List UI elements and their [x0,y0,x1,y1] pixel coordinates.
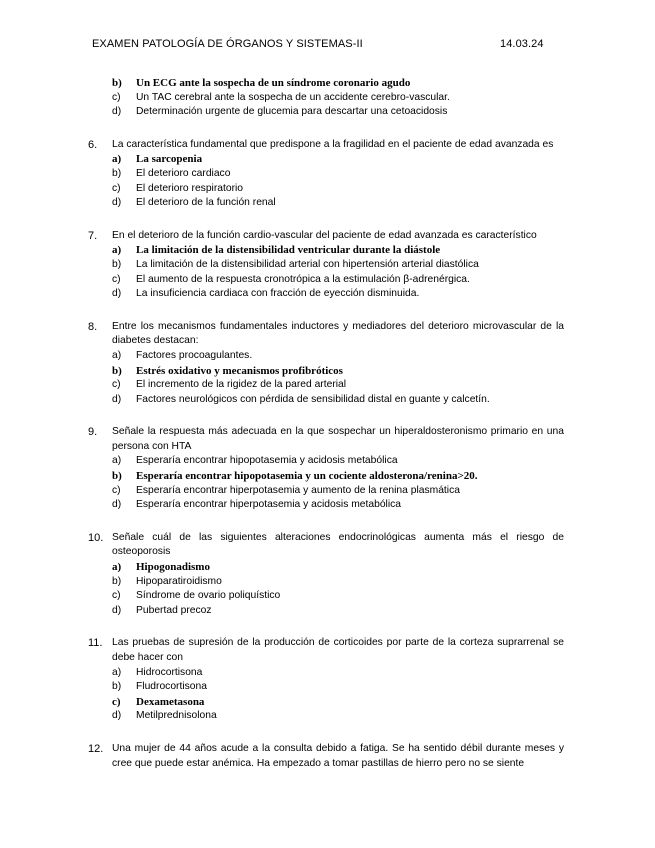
question-10 [88,531,564,619]
option-text: Hidrocortisona [136,666,203,678]
option-letter: b) [112,470,122,483]
option-row [112,560,564,575]
option-row [112,575,564,590]
option-text: Factores procoagulantes. [136,349,253,361]
option-row [112,152,564,167]
question-stem [88,425,564,454]
exam-date: 14.03.24 [500,38,544,50]
answer-options [88,243,564,301]
option-letter: a) [112,561,122,574]
option-row [112,378,564,393]
answer-options [88,560,564,618]
option-letter: d) [112,499,122,511]
option-letter: b) [112,681,122,693]
question-text: Señale la respuesta más adecuada en la que sospechar un hiperaldosteronismo primario en una persona con HTA [112,426,564,452]
question-number: 7. [88,229,98,242]
option-row [112,273,564,288]
answer-options [88,349,564,407]
option-row [112,182,564,197]
option-letter: a) [112,153,122,166]
option-row [112,105,564,120]
option-letter: c) [112,379,121,391]
question-number: 10. [88,531,104,544]
option-letter: c) [112,182,121,194]
question-stem [88,531,564,560]
option-letter: a) [112,666,122,678]
option-text: El incremento de la rigidez de la pared arterial [136,379,347,391]
option-row [112,258,564,273]
option-row [112,196,564,211]
question-stem [88,742,564,771]
option-letter: c) [112,590,121,602]
previous-question-options [88,76,564,120]
option-text: Pubertad precoz [136,604,212,616]
option-row [112,604,564,619]
option-row [112,498,564,513]
page-header [92,38,562,50]
option-text: El deterioro de la función renal [136,197,276,209]
answer-options [88,666,564,724]
option-text: El deterioro cardiaco [136,167,231,179]
option-letter: d) [112,197,122,209]
exam-title: EXAMEN PATOLOGÍA DE ÓRGANOS Y SISTEMAS-II [92,38,363,50]
question-text: Una mujer de 44 años acude a la consulta debido a fatiga. Se ha sentido débil durante meses y cree que puede estar anémica. Ha empezado a tomar pastillas de hierro pero no se siente [112,742,564,769]
option-letter: c) [112,91,121,103]
correct-option-text: La sarcopenia [136,153,203,166]
option-letter: d) [112,106,122,118]
option-text: Un TAC cerebral ante la sospecha de un accidente cerebro-vascular. [136,91,450,103]
option-text: Fludrocortisona [136,681,207,693]
option-row [112,589,564,604]
option-letter: b) [112,364,122,377]
option-letter: d) [112,393,122,405]
question-8 [88,320,564,408]
option-text: El deterioro respiratorio [136,182,244,194]
question-7 [88,229,564,302]
answer-options [88,454,564,512]
correct-option-text: Dexametasona [136,695,205,708]
question-9 [88,425,564,513]
option-letter: a) [112,244,122,257]
option-letter: b) [112,77,122,89]
option-row [112,91,564,106]
option-text: Un ECG ante la sospecha de un síndrome coronario agudo [136,77,411,89]
exam-content [88,76,564,771]
option-text: La limitación de la distensibilidad arterial con hipertensión arterial diastólica [136,258,479,270]
question-6 [88,138,564,211]
option-row [112,243,564,258]
option-row [112,364,564,379]
option-letter: b) [112,258,122,270]
question-number: 6. [88,138,98,151]
option-letter: a) [112,349,122,361]
correct-option-text: Estrés oxidativo y mecanismos profibróticos [136,364,343,377]
question-number: 11. [88,637,103,650]
option-row [112,469,564,484]
correct-option-text: La limitación de la distensibilidad ventricular durante la diástole [136,244,441,257]
option-text: Factores neurológicos con pérdida de sensibilidad distal en guante y calcetín. [136,393,490,405]
option-letter: c) [112,484,121,496]
option-row [112,393,564,408]
option-row [112,680,564,695]
question-list [88,138,564,771]
option-letter: c) [112,695,121,708]
correct-option-text: Hipogonadismo [136,561,210,574]
question-stem [88,636,564,665]
option-text: La insuficiencia cardiaca con fracción de eyección disminuida. [136,288,420,300]
option-letter: a) [112,455,122,467]
question-text: Entre los mecanismos fundamentales inductores y mediadores del deterioro microvascular de la diabetes destacan: [112,320,564,347]
option-row [112,454,564,469]
option-row [112,287,564,302]
option-letter: d) [112,710,122,722]
question-11 [88,636,564,724]
option-letter: b) [112,167,122,179]
question-text: La característica fundamental que predispone a la fragilidad en el paciente de edad avanzada es [112,138,554,150]
option-letter: c) [112,273,121,285]
option-text: Determinación urgente de glucemia para descartar una cetoacidosis [136,106,448,118]
option-text: Hipoparatiroidismo [136,575,222,587]
question-number: 12. [88,742,104,755]
option-text: Síndrome de ovario poliquístico [136,590,281,602]
question-text: En el deterioro de la función cardio-vascular del paciente de edad avanzada es característico [112,229,537,241]
option-row [112,666,564,681]
option-row [112,709,564,724]
correct-option-text: Esperaría encontrar hipopotasemia y un cociente aldosterona/renina>20. [136,470,478,483]
question-stem [88,229,564,244]
answer-options [88,152,564,210]
option-letter: b) [112,575,122,587]
option-row [112,349,564,364]
option-text: El aumento de la respuesta cronotrópica a la estimulación β-adrenérgica. [136,273,470,285]
option-text: Esperaría encontrar hiperpotasemia y acidosis metabólica [136,499,401,511]
question-text: Las pruebas de supresión de la producción de corticoides por parte de la corteza suprarrenal se debe hacer con [112,637,564,663]
option-row [112,695,564,710]
option-row [112,76,564,91]
question-stem [88,138,564,153]
option-letter: d) [112,288,122,300]
option-row [112,167,564,182]
option-row [112,484,564,499]
question-number: 9. [88,426,98,439]
option-letter: d) [112,604,122,616]
question-12 [88,742,564,771]
question-stem [88,320,564,349]
question-number: 8. [88,320,98,333]
option-text: Metilprednisolona [136,710,217,722]
option-text: Esperaría encontrar hiperpotasemia y aumento de la renina plasmática [136,484,460,496]
question-text: Señale cuál de las siguientes alteraciones endocrinológicas aumenta más el riesgo de osteoporosis [112,531,564,558]
option-text: Esperaría encontrar hipopotasemia y acidosis metabólica [136,455,398,467]
